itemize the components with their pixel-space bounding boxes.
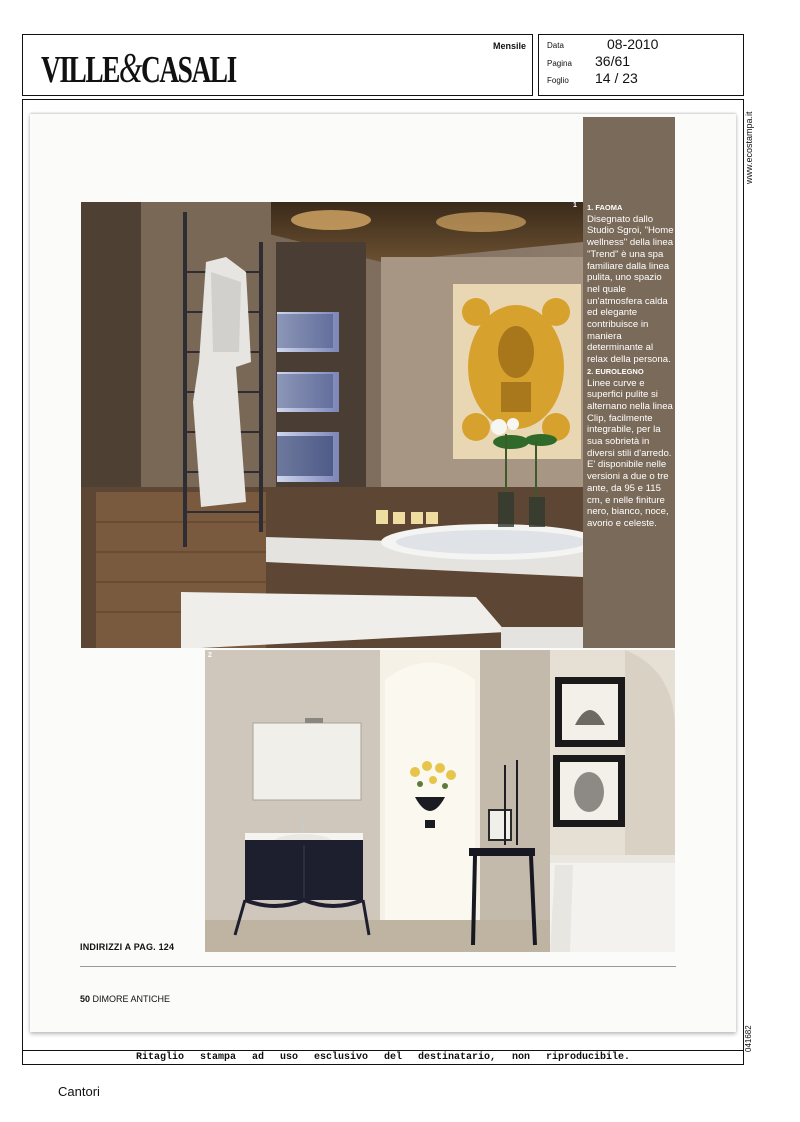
frequency-label: Mensile [492, 41, 526, 51]
page-rule [80, 966, 676, 967]
photo1-number: 1 [573, 202, 577, 209]
date-value: 08-2010 [607, 36, 659, 52]
caption2-title: 2. EUROLEGNO [587, 366, 644, 376]
logo-text-right: CASALI [141, 49, 236, 91]
logo-ampersand: & [118, 46, 142, 92]
clip-id [742, 1018, 756, 1058]
caption-column [583, 117, 675, 648]
date-label: Data [547, 41, 564, 50]
header-meta-box [538, 34, 744, 96]
source-label: Cantori [58, 1084, 100, 1099]
sheet-value: 14 / 23 [595, 70, 638, 86]
page-folio [80, 994, 170, 1004]
vanity-bathroom-illustration [205, 650, 675, 952]
caption1-body: Disegnato dallo Studio Sgroi, "Home wellness" della linea "Trend" è una spa familiare dalla linea pulita, uno spazio nel quale un'atmosfera calda ed elegante contribuisce in maniera determinante al relax della persona. [587, 213, 674, 366]
clip-id-text: 041682 [744, 1025, 753, 1052]
caption1-title: 1. FAOMA [587, 203, 623, 212]
photo-vanity-bathroom [205, 650, 675, 952]
disclaimer: Ritaglio stampa ad uso esclusivo del destinatario, non riproducibile. [135, 1052, 631, 1063]
photo-spa-bathroom [81, 202, 583, 648]
caption2-body: Linee curve e superfici pulite si alternano nella linea Clip, facilmente integrabile, per la sua sobrietà in diversi stili d'arredo. E' disponibile nelle versioni a due o tre ante, da 95 e 115 cm, e nelle finiture nero, bianco, noce, avorio e celeste. [587, 377, 673, 529]
page-label: Pagina [547, 59, 572, 68]
footer-divider [22, 1050, 744, 1051]
folio-number: 50 [80, 994, 91, 1004]
logo-text-left: VILLE [41, 49, 119, 91]
addresses-reference: INDIRIZZI A PAG. 124 [80, 942, 175, 952]
header-masthead-box [22, 34, 533, 96]
caption-text-block [587, 202, 675, 530]
sheet-label: Foglio [547, 76, 569, 85]
photo2-number: 2 [208, 652, 212, 659]
page-value: 36/61 [595, 53, 631, 69]
spa-bathroom-illustration [81, 202, 583, 648]
folio-text: DIMORE ANTICHE [92, 994, 171, 1004]
ecostampa-url [742, 108, 760, 188]
ecostampa-text: www.ecostampa.it [744, 111, 754, 184]
magazine-logo [41, 45, 236, 93]
